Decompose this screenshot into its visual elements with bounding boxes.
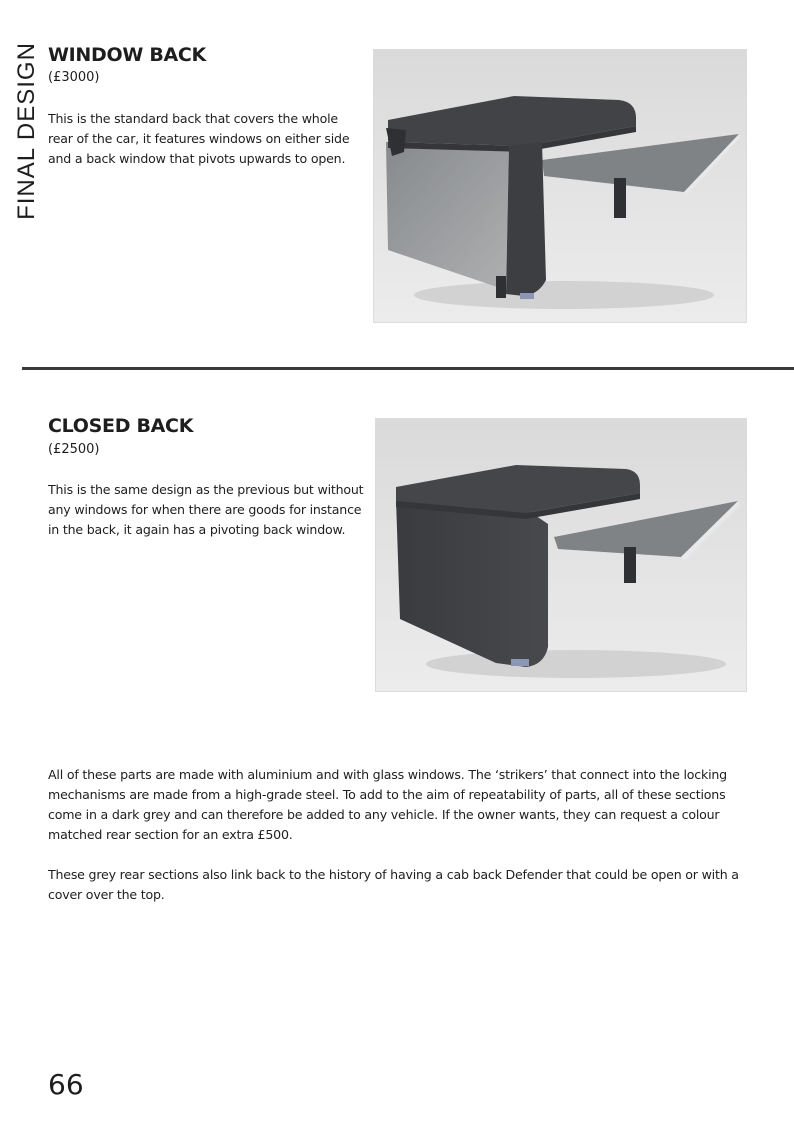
side-title: [10, 42, 44, 220]
page-number: 66: [48, 1068, 84, 1101]
description-closed-back: This is the same design as the previous but without any windows for when there are goods for instance in the back, it again has a pivoting back window.: [48, 482, 364, 537]
section-divider: [22, 367, 794, 370]
closed-back-render-illustration: [376, 419, 746, 691]
price-closed-back: (£2500): [48, 442, 100, 457]
section-title-window-back: WINDOW BACK: [48, 44, 206, 66]
window-back-render: [373, 49, 747, 323]
side-title-text: FINAL DESIGN: [13, 42, 40, 220]
description-window-back: This is the standard back that covers the whole rear of the car, it features windows on either side and a back window that pivots upwards to open.: [48, 111, 350, 166]
window-back-render-illustration: [374, 50, 746, 322]
body-paragraph-history: These grey rear sections also link back to the history of having a cab back Defender that could be open or with a cover over the top.: [48, 867, 739, 902]
body-paragraph-materials: All of these parts are made with aluminium and with glass windows. The ‘strikers’ that connect into the locking mechanisms are made from a high-grade steel. To add to the aim of repeatability of parts, all of these sections come in a dark grey and can therefore be added to any vehicle. If the owner wants, they can request a colour matched rear section for an extra £500.: [48, 767, 727, 842]
closed-back-render: [375, 418, 747, 692]
section-title-closed-back: CLOSED BACK: [48, 415, 194, 437]
price-window-back: (£3000): [48, 70, 100, 85]
